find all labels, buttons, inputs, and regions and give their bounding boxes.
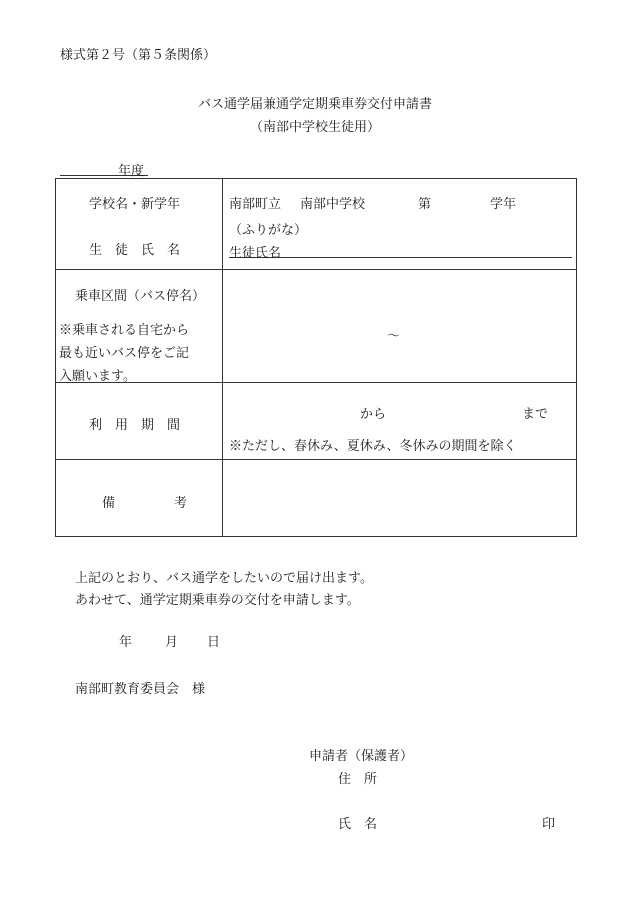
remarks-input[interactable] bbox=[226, 463, 572, 533]
statement-line-1: 上記のとおり、バス通学をしたいので届け出ます。 bbox=[75, 571, 373, 586]
seal-mark: 印 bbox=[542, 817, 556, 832]
grade-prefix: 第 bbox=[418, 197, 432, 212]
section-note-1: ※乗車される自宅から bbox=[59, 323, 190, 338]
addressee: 南部町教育委員会 様 bbox=[75, 682, 206, 697]
form-number: 様式第２号（第５条関係） bbox=[60, 48, 217, 63]
applicant-name-label: 氏 名 bbox=[338, 817, 378, 832]
applicant-address-label: 住 所 bbox=[338, 772, 378, 787]
period-label: 利 用 期 間 bbox=[89, 418, 181, 433]
period-note: ※ただし、春休み、夏休み、冬休みの期間を除く bbox=[229, 439, 517, 454]
school-grade-label: 学校名・新学年 bbox=[89, 197, 181, 212]
grade-suffix: 学年 bbox=[490, 197, 517, 212]
application-table bbox=[55, 178, 577, 537]
date-month: 月 bbox=[165, 635, 179, 650]
date-day: 日 bbox=[207, 635, 221, 650]
applicant-name-input[interactable] bbox=[392, 811, 532, 828]
remarks-label-1: 備 bbox=[102, 496, 116, 511]
student-name-field[interactable] bbox=[229, 242, 572, 261]
applicant-address-input[interactable] bbox=[392, 766, 562, 783]
student-name-field-label: 生徒氏名 bbox=[229, 246, 282, 261]
statement-line-2: あわせて、通学定期乗車券の交付を申請します。 bbox=[75, 593, 360, 608]
section-label: 乗車区間（バス停名） bbox=[75, 289, 206, 304]
grade-input[interactable] bbox=[441, 191, 489, 208]
period-end-input[interactable] bbox=[396, 401, 516, 418]
period-until: まで bbox=[522, 407, 549, 422]
date-year: 年 bbox=[119, 635, 133, 650]
section-note-2: 最も近いバス停をご記 bbox=[59, 346, 190, 361]
section-tilde: ～ bbox=[387, 329, 401, 344]
form-title: バス通学届兼通学定期乗車券交付申請書 bbox=[197, 97, 432, 112]
form-subtitle: （南部中学校生徒用） bbox=[249, 120, 380, 135]
section-note-3: 入願います。 bbox=[59, 369, 136, 384]
town-name: 南部町立 bbox=[229, 197, 282, 212]
row-divider bbox=[56, 459, 576, 460]
applicant-title: 申請者（保護者） bbox=[309, 749, 414, 764]
furigana-label: （ふりがな） bbox=[229, 223, 308, 238]
remarks-label-2: 考 bbox=[174, 496, 188, 511]
student-name-label: 生 徒 氏 名 bbox=[89, 243, 181, 258]
destination-stop-input[interactable] bbox=[402, 275, 572, 375]
boarding-stop-input[interactable] bbox=[223, 275, 393, 375]
row-divider bbox=[56, 269, 576, 270]
period-from: から bbox=[360, 407, 387, 422]
school-name: 南部中学校 bbox=[300, 197, 366, 212]
period-start-input[interactable] bbox=[231, 401, 351, 418]
fiscal-year-label: 年度 bbox=[118, 164, 145, 179]
